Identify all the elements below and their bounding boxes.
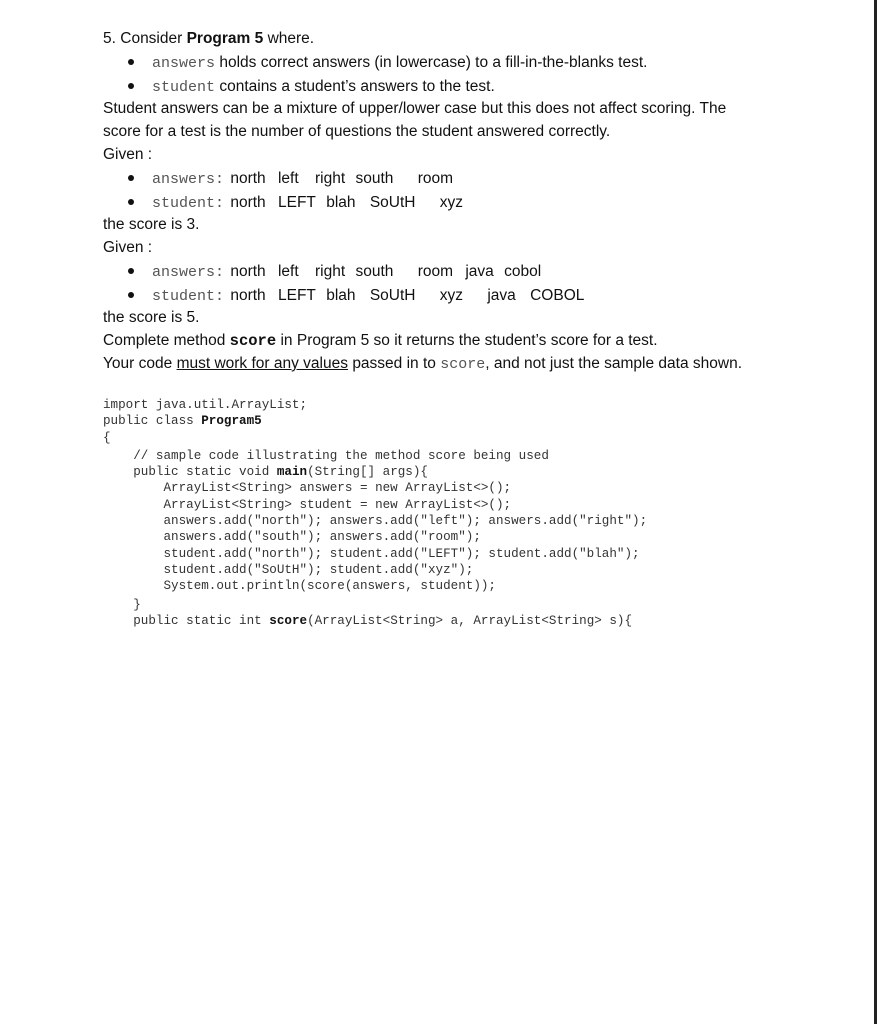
given-label: Given : <box>103 239 153 256</box>
bullet-dot <box>128 83 134 89</box>
note-line: Your code must work for any values passed in to score, and not just the sample data shown. <box>103 355 743 373</box>
code-line: public class Program5 <box>103 414 262 429</box>
program-name: Program 5 <box>186 30 264 47</box>
code-line: { <box>103 430 111 445</box>
bullet-answers: answers holds correct answers (in lowercase) to a fill-in-the-blanks test. <box>128 51 647 76</box>
code-line: public static void main(String[] args){ <box>103 465 428 480</box>
code-line: System.out.println(score(answers, student)); <box>103 579 496 594</box>
code-line: answers.add("south"); answers.add("room"); <box>103 530 481 545</box>
question-heading: 5. Consider Program 5 where. <box>103 30 315 47</box>
example2-result: the score is 5. <box>103 309 200 326</box>
bullet-dot <box>128 292 134 298</box>
example2-student: student: north LEFT blah SoUtH xyz java COBOL <box>128 284 584 309</box>
method-name: score <box>229 332 277 350</box>
example2-answers: answers: north left right south room java cobol <box>128 260 541 285</box>
code-line: answers.add("north"); answers.add("left"); answers.add("right"); <box>103 514 648 529</box>
code-line: ArrayList<String> answers = new ArrayList<>(); <box>103 481 512 496</box>
bullet-student: student contains a student’s answers to the test. <box>128 75 495 100</box>
code-block <box>103 397 647 629</box>
question-number: 5. <box>103 30 116 47</box>
example1-result: the score is 3. <box>103 216 200 233</box>
code-comment: // sample code illustrating the method score being used <box>103 448 549 463</box>
paragraph-line: Student answers can be a mixture of upper/lower case but this does not affect scoring. The <box>103 100 727 117</box>
bullet-dot <box>128 268 134 274</box>
bullet-dot <box>128 199 134 205</box>
code-line: public static int score(ArrayList<String> a, ArrayList<String> s){ <box>103 613 633 628</box>
paragraph-line: score for a test is the number of questions the student answered correctly. <box>103 123 611 140</box>
given-label: Given : <box>103 146 153 163</box>
bullet-dot <box>128 59 134 65</box>
code-line: ArrayList<String> student = new ArrayList<>(); <box>103 497 512 512</box>
bullet-dot <box>128 175 134 181</box>
code-line: student.add("north"); student.add("LEFT"); student.add("blah"); <box>103 546 640 561</box>
example1-student: student: north LEFT blah SoUtH xyz <box>128 191 463 216</box>
code-line: student.add("SoUtH"); student.add("xyz"); <box>103 562 474 577</box>
code-line: import java.util.ArrayList; <box>103 398 308 412</box>
code-line: } <box>103 597 141 612</box>
example1-answers: answers: north left right south room <box>128 167 453 192</box>
instruction-line: Complete method score in Program 5 so it returns the student’s score for a test. <box>103 332 658 350</box>
underlined-requirement: must work for any values <box>176 355 348 372</box>
